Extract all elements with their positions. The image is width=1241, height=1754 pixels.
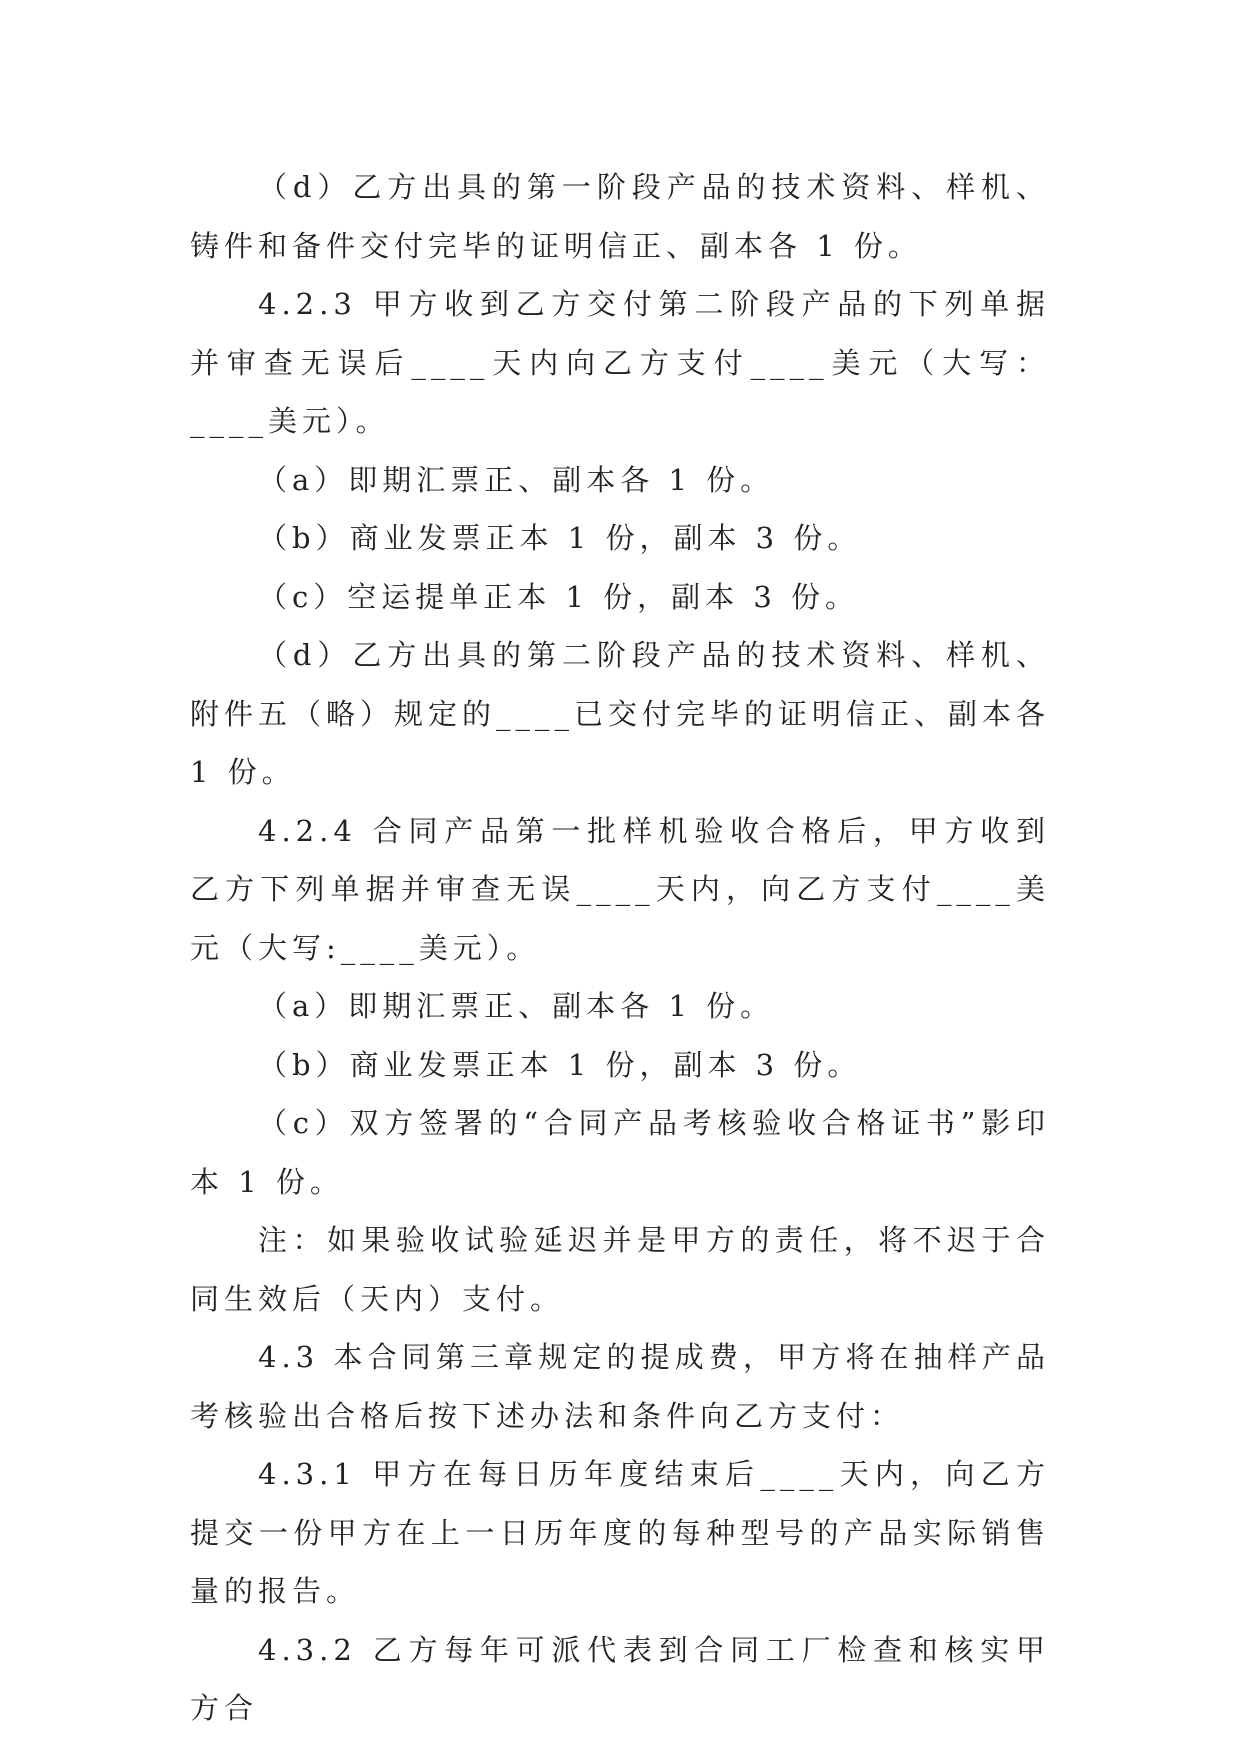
- paragraph-4-3: 4.3 本合同第三章规定的提成费，甲方将在抽样产品考核验出合格后按下述办法和条件向乙方支付：: [190, 1340, 1050, 1433]
- paragraph-4-3-1: 4.3.1 甲方在每日历年度结束后____天内，向乙方提交一份甲方在上一日历年度的每种型号的产品实际销售量的报告。: [190, 1457, 1050, 1608]
- paragraph-4-2-3-c: （c）空运提单正本 1 份，副本 3 份。: [258, 579, 860, 614]
- paragraph-4-2-4-c: （c）双方签署的“合同产品考核验收合格证书”影印本 1 份。: [190, 1106, 1050, 1199]
- paragraph-4-2-3: 4.2.3 甲方收到乙方交付第二阶段产品的下列单据并审查无误后____天内向乙方支付____美元（大写：____美元）。: [190, 287, 1050, 438]
- paragraph-4-2-4-a: （a）即期汇票正、副本各 1 份。: [258, 989, 775, 1023]
- paragraph-4-2-3-b: （b）商业发票正本 1 份，副本 3 份。: [258, 521, 862, 555]
- paragraph-4-2-4: 4.2.4 合同产品第一批样机验收合格后，甲方收到乙方下列单据并审查无误____天内，向乙方支付____美元（大写:____美元）。: [190, 813, 1050, 965]
- document-body: [190, 158, 1050, 1738]
- paragraph-note: 注：如果验收试验延迟并是甲方的责任，将不迟于合同生效后（天内）支付。: [190, 1223, 1050, 1316]
- paragraph-4-2-3-a: （a）即期汇票正、副本各 1 份。: [258, 462, 775, 497]
- paragraph-4-3-2: 4.3.2 乙方每年可派代表到合同工厂检查和核实甲方合: [190, 1632, 1050, 1725]
- paragraph-4-2-2-d: （d）乙方出具的第一阶段产品的技术资料、样机、铸件和备件交付完毕的证明信正、副本各 1 份。: [190, 170, 1050, 263]
- paragraph-4-2-3-d: （d）乙方出具的第二阶段产品的技术资料、样机、附件五（略）规定的____已交付完毕的证明信正、副本各 1 份。: [190, 638, 1051, 789]
- paragraph-4-2-4-b: （b）商业发票正本 1 份，副本 3 份。: [258, 1047, 862, 1082]
